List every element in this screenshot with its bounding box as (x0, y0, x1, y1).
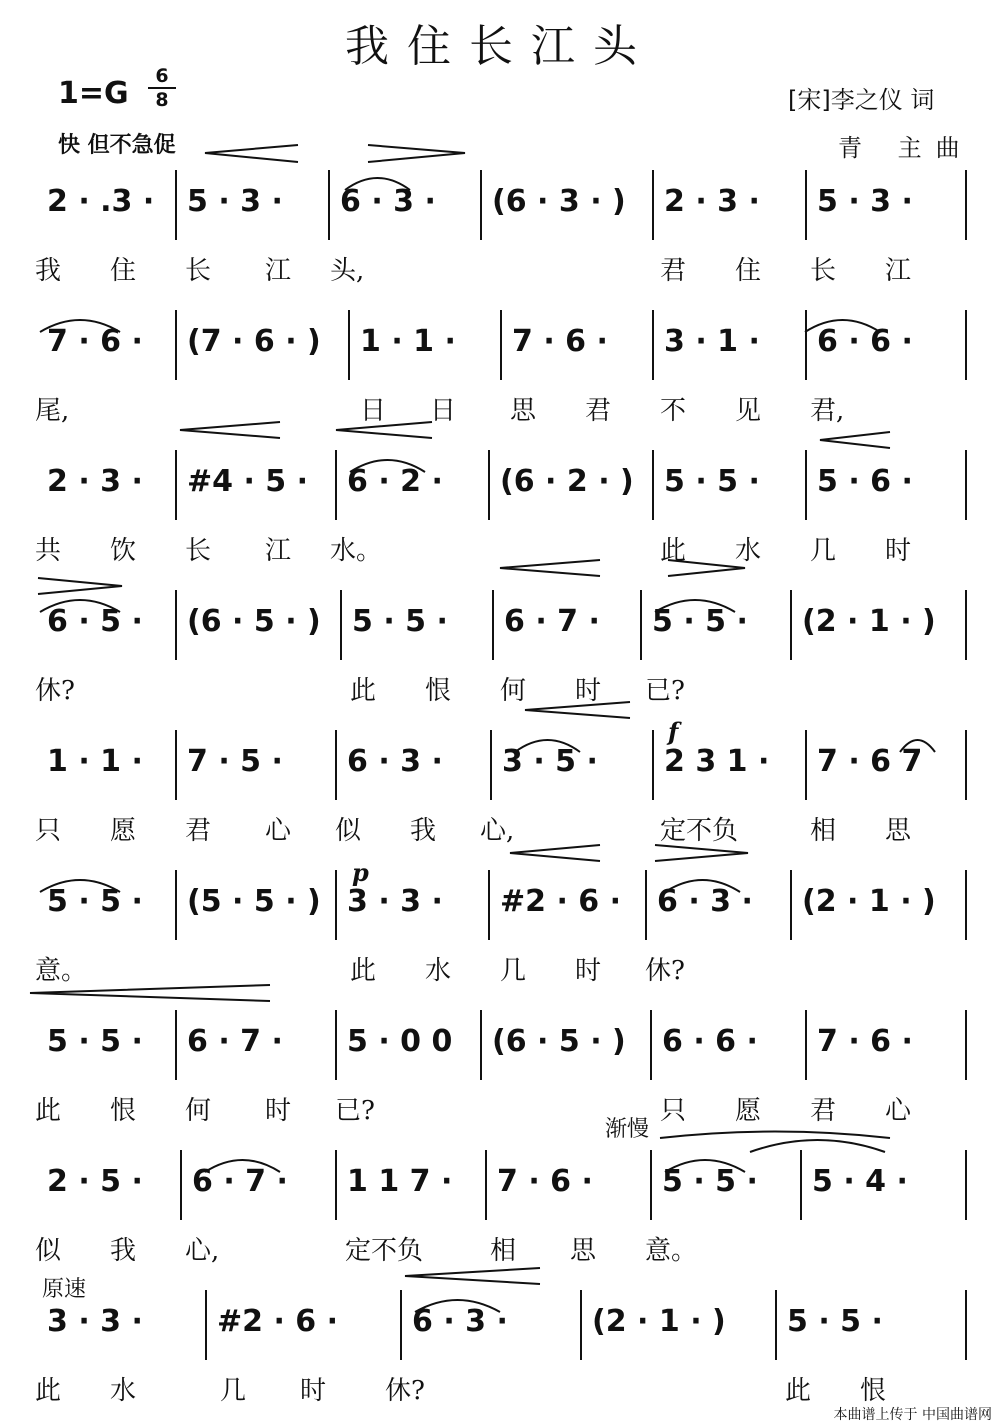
lyric-syllable: 愿 (110, 816, 137, 846)
measure-notes: 1 · 1 · (47, 744, 143, 779)
measure-notes: 5 · 5 · (662, 1164, 758, 1199)
measure-notes: 7 · 6 · (47, 324, 143, 359)
measure-notes: 2 · 3 · (664, 184, 760, 219)
lyric-syllable: 思 (510, 396, 537, 426)
measure-notes: 1 · 1 · (360, 324, 456, 359)
lyric-syllable: 尾, (35, 396, 70, 426)
measure-notes: (6 · 5 · ) (492, 1024, 626, 1059)
lyric-syllable: 思 (885, 816, 912, 846)
lyric-syllable: 已? (335, 1096, 375, 1126)
lyric-syllable: 定不负 (345, 1236, 424, 1266)
key-signature: 1=G (58, 76, 129, 111)
lyric-syllable: 休? (35, 676, 75, 706)
lyric-syllable: 时 (265, 1096, 292, 1126)
measure-notes: 5 · 6 · (817, 464, 913, 499)
forte-mark: f (668, 717, 679, 746)
slur-arc (515, 740, 580, 752)
lyric-syllable: 此 (350, 956, 377, 986)
lyric-syllable: 恨 (860, 1376, 887, 1406)
measure-notes: (6 · 3 · ) (492, 184, 626, 219)
lyric-syllable: 何 (185, 1096, 212, 1126)
measure-notes: 3 · 3 · (47, 1304, 143, 1339)
lyric-syllable: 日 (430, 396, 457, 426)
slur-arc (40, 880, 120, 892)
measure-notes: 6 · 6 · (817, 324, 913, 359)
lyric-syllable: 似 (335, 816, 362, 846)
lyric-syllable: 我 (410, 816, 437, 846)
tempo-marking: 快 但不急促 (58, 133, 176, 158)
lyric-syllable: 日 (360, 396, 387, 426)
lyric-syllable: 似 (35, 1236, 62, 1266)
slur-arc (750, 1140, 885, 1152)
lyric-syllable: 愿 (735, 1096, 762, 1126)
measure-notes: 6 · 5 · (47, 604, 143, 639)
lyric-syllable: 江 (265, 256, 292, 286)
measure-notes: 7 · 6 · (497, 1164, 593, 1199)
lyric-syllable: 心, (185, 1236, 220, 1266)
slur-arc (665, 880, 740, 892)
lyric-syllable: 相 (490, 1236, 517, 1266)
measure-notes: (5 · 5 · ) (187, 884, 321, 919)
measure-notes: (6 · 2 · ) (500, 464, 634, 499)
lyric-syllable: 饮 (110, 536, 137, 566)
lyric-syllable: 我 (35, 256, 62, 286)
measure-notes: #2 · 6 · (217, 1304, 339, 1339)
lyric-syllable: 长 (810, 256, 837, 286)
measure-notes: 5 · 3 · (187, 184, 283, 219)
measure-notes: 3 · 5 · (502, 744, 598, 779)
lyric-syllable: 此 (785, 1376, 812, 1406)
measure-notes: 5 · 5 · (664, 464, 760, 499)
lyric-syllable: 水 (110, 1376, 137, 1406)
lyric-syllable: 恨 (110, 1096, 137, 1126)
measure-notes: 5 · 5 · (47, 1024, 143, 1059)
lyric-syllable: 时 (575, 956, 602, 986)
lyric-syllable: 思 (570, 1236, 597, 1266)
measure-notes: 6 · 3 · (657, 884, 753, 919)
measure-notes: 6 · 3 · (347, 744, 443, 779)
lyric-syllable: 几 (500, 956, 527, 986)
lyric-syllable: 头, (330, 256, 365, 286)
footer-credit: 本曲谱上传于 中国曲谱网 (833, 1407, 992, 1423)
measure-notes: 7 · 6 · (817, 1024, 913, 1059)
lyric-syllable: 见 (735, 396, 762, 426)
lyric-syllable: 只 (35, 816, 62, 846)
measure-notes: 6 · 7 · (192, 1164, 288, 1199)
slur-arc (345, 178, 410, 190)
slur-arc (665, 1160, 745, 1172)
measure-notes: 6 · 3 · (412, 1304, 508, 1339)
measure-notes: 5 · 5 · (652, 604, 748, 639)
lyric-syllable: 几 (220, 1376, 247, 1406)
slur-arc (900, 740, 935, 752)
lyric-syllable: 何 (500, 676, 527, 706)
measure-notes: (6 · 5 · ) (187, 604, 321, 639)
measure-notes: 6 · 7 · (504, 604, 600, 639)
lyric-syllable: 定不负 (660, 816, 739, 846)
measure-notes: 5 · 3 · (817, 184, 913, 219)
measure-notes: (2 · 1 · ) (802, 604, 936, 639)
slur-arc (350, 460, 425, 472)
lyric-syllable: 心 (265, 816, 292, 846)
lyric-syllable: 休? (385, 1376, 425, 1406)
time-top: 6 (155, 65, 169, 87)
measure-notes: 6 · 7 · (187, 1024, 283, 1059)
lyric-syllable: 相 (810, 816, 837, 846)
lyric-syllable: 君 (660, 256, 687, 286)
lyric-syllable: 心 (885, 1096, 912, 1126)
lyric-syllable: 此 (35, 1096, 62, 1126)
measure-notes: 6 · 2 · (347, 464, 443, 499)
lyric-syllable: 意。 (645, 1236, 698, 1266)
lyric-syllable: 君 (585, 396, 612, 426)
lyric-syllable: 住 (735, 256, 762, 286)
lyric-syllable: 此 (660, 536, 687, 566)
a-tempo-mark: 原速 (42, 1277, 87, 1302)
measure-notes: 5 · 4 · (812, 1164, 908, 1199)
measure-notes: 3 · 1 · (664, 324, 760, 359)
measure-notes: 1 1 7 · (347, 1164, 453, 1199)
slur-arc (40, 320, 120, 332)
measure-notes: #4 · 5 · (187, 464, 309, 499)
measure-notes: 5 · 5 · (787, 1304, 883, 1339)
phrase-slur (660, 1132, 890, 1139)
lyric-syllable: 水 (735, 536, 762, 566)
measure-notes: (2 · 1 · ) (802, 884, 936, 919)
slur-arc (40, 600, 120, 612)
measure-notes: 5 · 0 0 (347, 1024, 453, 1059)
lyric-syllable: 住 (110, 256, 137, 286)
lyric-syllable: 只 (660, 1096, 687, 1126)
lyric-syllable: 恨 (425, 676, 452, 706)
measure-notes: 2 · .3 · (47, 184, 155, 219)
measure-notes: #2 · 6 · (500, 884, 622, 919)
lyric-syllable: 君, (810, 396, 845, 426)
lyric-syllable: 江 (885, 256, 912, 286)
slur-arc (805, 320, 880, 332)
lyric-syllable: 时 (885, 536, 912, 566)
measure-notes: 6 · 6 · (662, 1024, 758, 1059)
lyric-syllable: 时 (575, 676, 602, 706)
lyric-syllable: 此 (350, 676, 377, 706)
lyric-syllable: 江 (265, 536, 292, 566)
measure-notes: (7 · 6 · ) (187, 324, 321, 359)
lyric-syllable: 几 (810, 536, 837, 566)
measure-notes: 6 · 3 · (340, 184, 436, 219)
lyric-syllable: 已? (645, 676, 685, 706)
lyric-syllable: 我 (110, 1236, 137, 1266)
page-title: 我住长江头 (345, 21, 655, 72)
composer-credit: 青 主曲 (838, 134, 974, 162)
measure-notes: (2 · 1 · ) (592, 1304, 726, 1339)
lyric-syllable: 不 (660, 396, 687, 426)
piano-mark: p (352, 858, 369, 887)
lyric-syllable: 心, (480, 816, 515, 846)
lyric-syllable: 休? (645, 956, 685, 986)
measure-notes: 7 · 6 7 (817, 744, 923, 779)
lyric-syllable: 意。 (35, 956, 88, 986)
lyric-syllable: 君 (185, 816, 212, 846)
measure-notes: 5 · 5 · (352, 604, 448, 639)
slur-arc (655, 600, 735, 612)
lyricist-credit: [宋]李之仪 词 (788, 86, 935, 114)
lyric-syllable: 君 (810, 1096, 837, 1126)
measure-notes: 7 · 6 · (512, 324, 608, 359)
lyric-syllable: 水。 (330, 536, 383, 566)
measure-notes: 2 3 1 · (664, 744, 770, 779)
lyric-syllable: 水 (425, 956, 452, 986)
slur-arc (205, 1160, 280, 1172)
lyric-syllable: 此 (35, 1376, 62, 1406)
slur-arc (415, 1300, 500, 1312)
measure-notes: 3 · 3 · (347, 884, 443, 919)
lyric-syllable: 共 (35, 536, 62, 566)
ritardando-mark: 渐慢 (605, 1117, 650, 1142)
measure-notes: 2 · 3 · (47, 464, 143, 499)
measure-notes: 7 · 5 · (187, 744, 283, 779)
measure-notes: 5 · 5 · (47, 884, 143, 919)
lyric-syllable: 长 (185, 256, 212, 286)
time-bottom: 8 (155, 89, 169, 111)
measure-notes: 2 · 5 · (47, 1164, 143, 1199)
lyric-syllable: 时 (300, 1376, 327, 1406)
lyric-syllable: 长 (185, 536, 212, 566)
